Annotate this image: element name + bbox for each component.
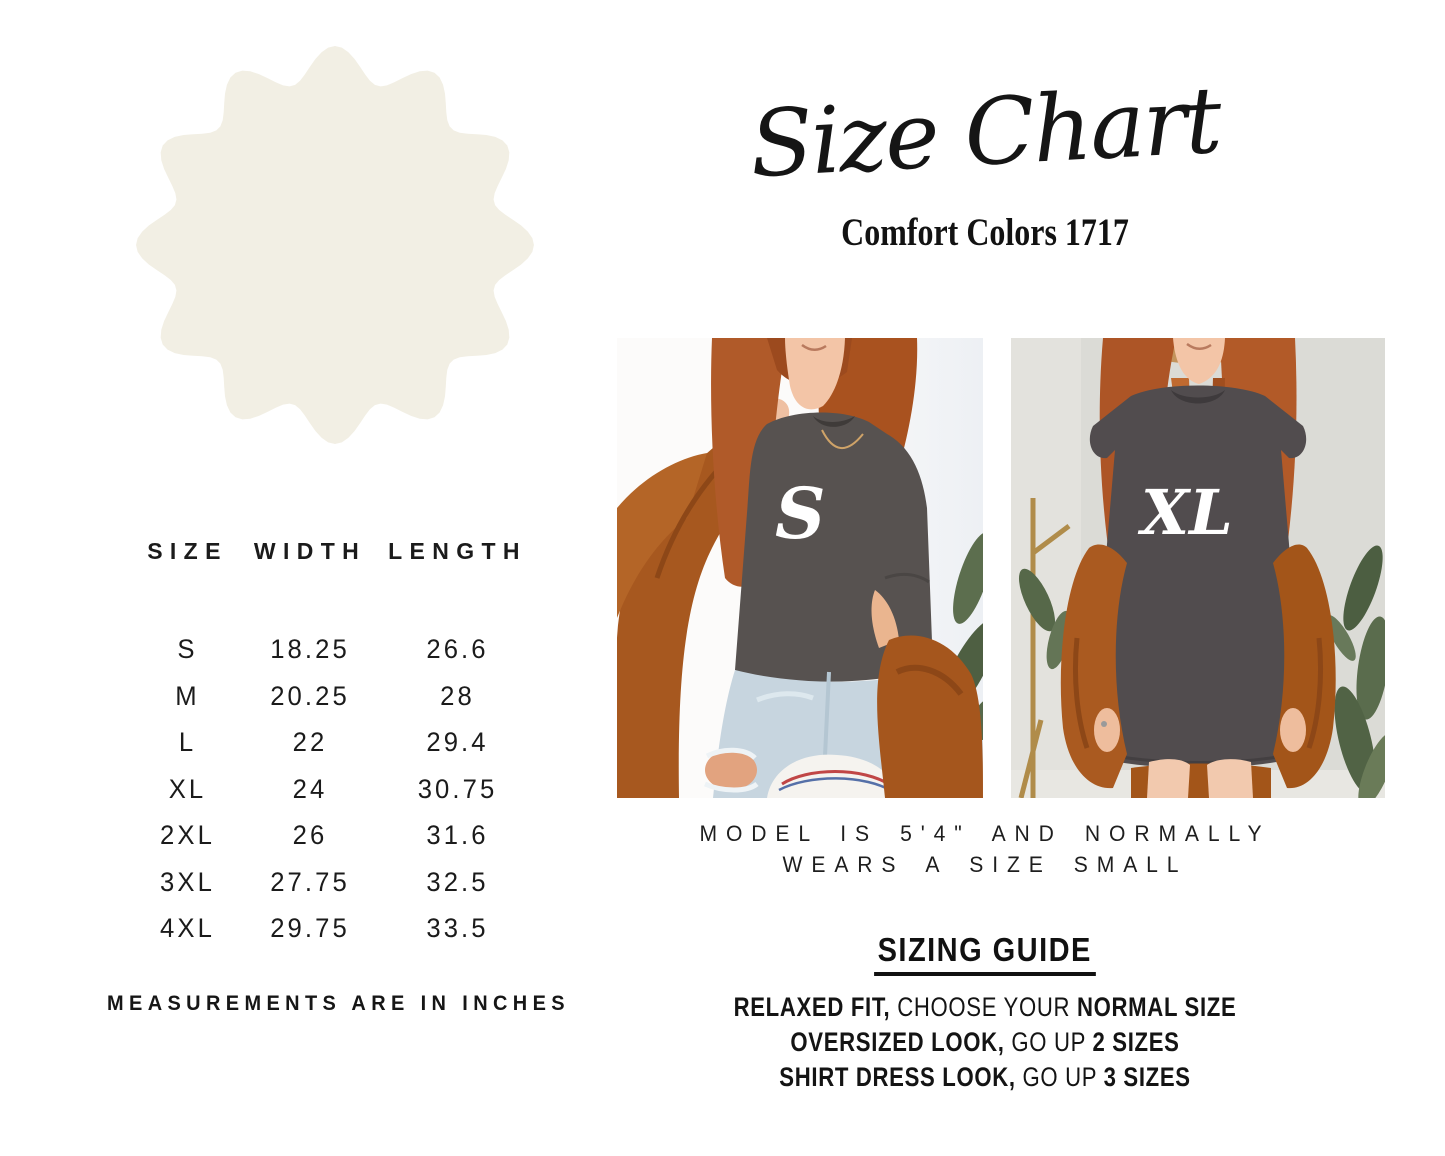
caption-line-2: WEARS A SIZE SMALL <box>782 852 1188 877</box>
guide-segment: NORMAL SIZE <box>1076 992 1237 1022</box>
sizing-guide-title: SIZING GUIDE <box>874 931 1095 976</box>
guide-segment: 3 SIZES <box>1103 1062 1191 1092</box>
cell-size: S <box>177 634 198 664</box>
size-table <box>140 534 530 952</box>
page-subtitle: Comfort Colors 1717 <box>841 211 1129 254</box>
cell-length: 33.5 <box>426 913 489 943</box>
guide-segment: RELAXED FIT, <box>733 992 891 1022</box>
cell-length: 31.6 <box>426 820 489 850</box>
guide-segment: OVERSIZED LOOK, <box>790 1027 1005 1057</box>
col-header-width: WIDTH <box>253 538 367 564</box>
cell-size: 3XL <box>160 866 215 897</box>
table-row <box>140 859 530 906</box>
cell-width: 29.75 <box>270 913 350 943</box>
guide-segment: 2 SIZES <box>1092 1027 1180 1057</box>
cell-width: 18.25 <box>270 634 350 664</box>
sizing-guide-line <box>710 1025 1259 1060</box>
header <box>700 58 1270 255</box>
cell-length: 30.75 <box>417 773 498 804</box>
model-photo-size-s <box>617 338 983 798</box>
table-row <box>140 626 530 673</box>
guide-segment: GO UP <box>1004 1027 1093 1057</box>
col-header-length: LENGTH <box>388 538 527 564</box>
size-table-header <box>140 534 530 568</box>
col-header-size: SIZE <box>147 538 228 564</box>
cell-size: L <box>178 727 197 757</box>
cell-length: 32.5 <box>426 866 489 897</box>
cell-width: 22 <box>292 727 328 757</box>
cell-width: 20.25 <box>270 680 350 711</box>
table-row <box>140 905 530 952</box>
table-row <box>140 719 530 766</box>
caption-line-1: MODEL IS 5'4" AND NORMALLY <box>699 821 1271 846</box>
cell-size: XL <box>168 773 207 804</box>
shirt-size-letter-xl: XL <box>1141 476 1233 549</box>
table-row <box>140 812 530 859</box>
table-row <box>140 673 530 720</box>
sizing-guide-line <box>710 1060 1259 1095</box>
cell-length: 29.4 <box>426 727 489 757</box>
scallop-path <box>136 46 534 444</box>
scallop-flower-shape <box>133 43 537 447</box>
guide-segment: CHOOSE YOUR <box>890 992 1077 1022</box>
model-illustration-size-xl <box>1011 338 1385 798</box>
size-table-body <box>140 626 530 952</box>
shirt-size-letter-s: S <box>775 472 826 555</box>
cell-length: 26.6 <box>426 634 489 664</box>
measurements-note: MEASUREMENTS ARE IN INCHES <box>107 992 570 1015</box>
cell-length: 28 <box>440 680 475 711</box>
model-photo-size-xl <box>1011 338 1385 798</box>
cell-width: 27.75 <box>270 866 350 897</box>
cell-size: 2XL <box>160 820 215 850</box>
cell-width: 26 <box>292 820 328 850</box>
cell-width: 24 <box>292 773 328 804</box>
cell-size: M <box>175 680 200 711</box>
table-row <box>140 766 530 813</box>
page-title: Size Chart <box>747 66 1223 199</box>
model-caption <box>650 818 1320 880</box>
sizing-guide-line <box>710 990 1259 1025</box>
guide-segment: SHIRT DRESS LOOK, <box>779 1062 1016 1092</box>
model-illustration-size-s <box>617 338 983 798</box>
cell-size: 4XL <box>160 913 215 943</box>
guide-segment: GO UP <box>1015 1062 1104 1092</box>
sizing-guide-lines <box>650 990 1320 1095</box>
sizing-guide <box>650 931 1320 1095</box>
